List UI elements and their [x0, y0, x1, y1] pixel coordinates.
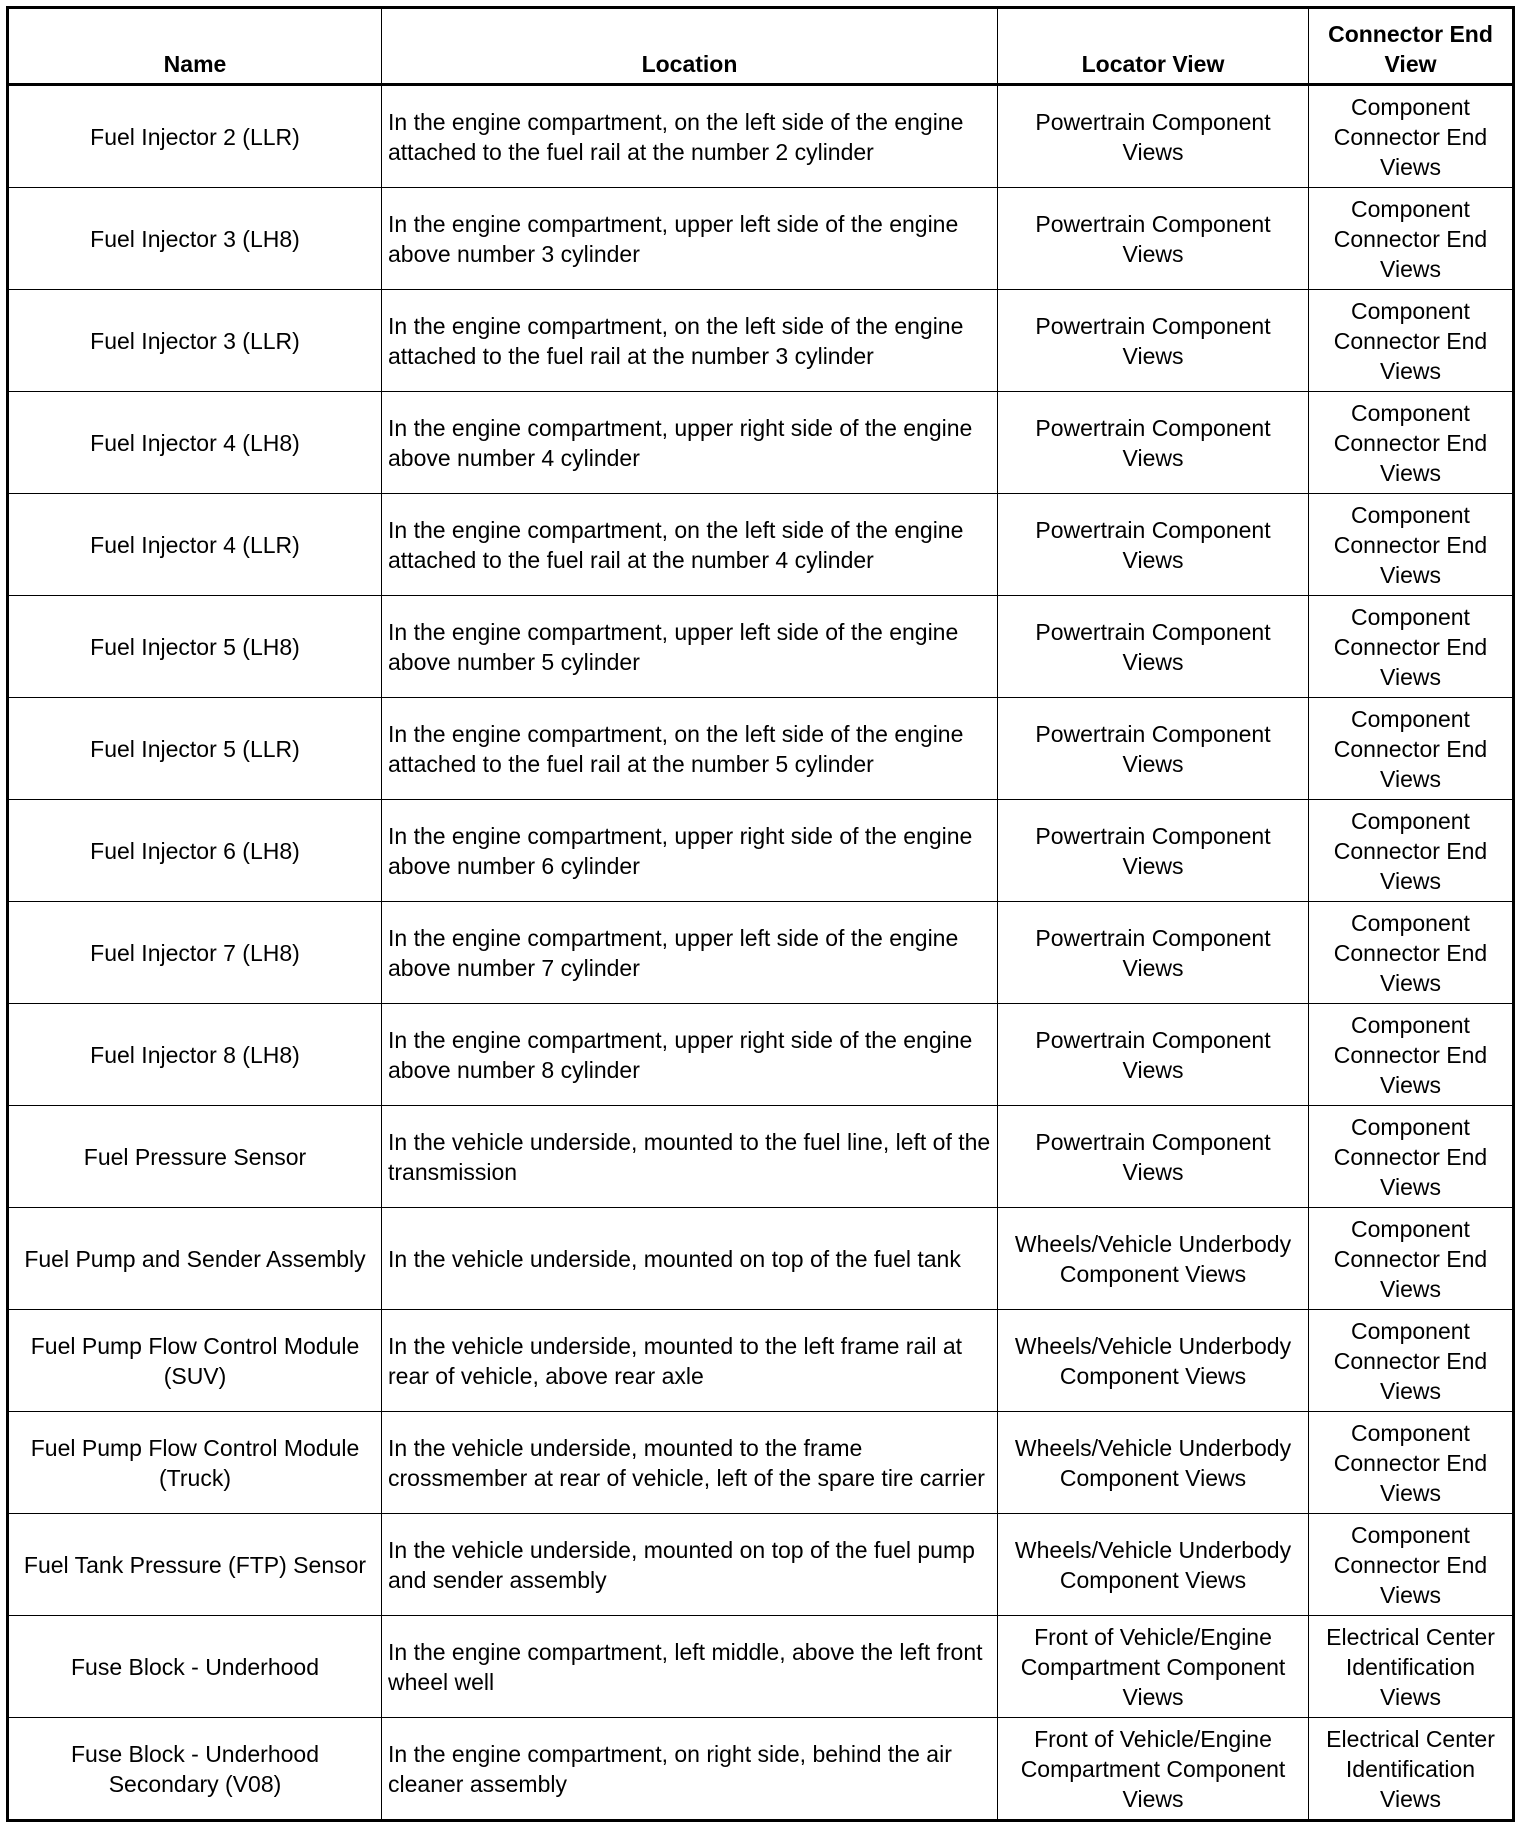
name-cell: Fuel Pressure Sensor [8, 1106, 382, 1208]
location-cell: In the engine compartment, upper right side of the engine above number 4 cylinder [382, 392, 998, 494]
locator-view-cell: Wheels/Vehicle Underbody Component Views [998, 1412, 1309, 1514]
name-cell: Fuse Block - Underhood [8, 1616, 382, 1718]
locator-view-cell: Powertrain Component Views [998, 800, 1309, 902]
table-row [8, 1004, 1514, 1106]
name-cell: Fuel Pump Flow Control Module (Truck) [8, 1412, 382, 1514]
connector-end-view-cell: Component Connector End Views [1309, 392, 1514, 494]
name-cell: Fuel Injector 8 (LH8) [8, 1004, 382, 1106]
table-row [8, 1106, 1514, 1208]
table-row [8, 800, 1514, 902]
connector-end-view-cell: Component Connector End Views [1309, 800, 1514, 902]
name-cell: Fuel Tank Pressure (FTP) Sensor [8, 1514, 382, 1616]
connector-end-view-cell: Electrical Center Identification Views [1309, 1616, 1514, 1718]
locator-view-cell: Powertrain Component Views [998, 188, 1309, 290]
name-cell: Fuel Pump and Sender Assembly [8, 1208, 382, 1310]
connector-end-view-cell: Component Connector End Views [1309, 596, 1514, 698]
name-cell: Fuel Injector 3 (LLR) [8, 290, 382, 392]
header-row [8, 8, 1514, 85]
location-cell: In the engine compartment, on the left side of the engine attached to the fuel rail at the number 5 cylinder [382, 698, 998, 800]
table-row [8, 698, 1514, 800]
locator-view-cell: Powertrain Component Views [998, 494, 1309, 596]
location-cell: In the engine compartment, upper left side of the engine above number 5 cylinder [382, 596, 998, 698]
location-cell: In the vehicle underside, mounted on top of the fuel tank [382, 1208, 998, 1310]
locator-view-cell: Front of Vehicle/Engine Compartment Component Views [998, 1718, 1309, 1821]
connector-end-view-cell: Component Connector End Views [1309, 1106, 1514, 1208]
table-row [8, 1412, 1514, 1514]
location-cell: In the vehicle underside, mounted to the fuel line, left of the transmission [382, 1106, 998, 1208]
name-cell: Fuel Injector 2 (LLR) [8, 85, 382, 188]
name-cell: Fuse Block - Underhood Secondary (V08) [8, 1718, 382, 1821]
location-cell: In the engine compartment, left middle, above the left front wheel well [382, 1616, 998, 1718]
location-cell: In the engine compartment, upper right side of the engine above number 8 cylinder [382, 1004, 998, 1106]
connector-end-view-cell: Component Connector End Views [1309, 698, 1514, 800]
table-row [8, 902, 1514, 1004]
connector-end-view-cell: Component Connector End Views [1309, 85, 1514, 188]
connector-end-view-cell: Component Connector End Views [1309, 1208, 1514, 1310]
locator-view-cell: Powertrain Component Views [998, 85, 1309, 188]
table-row [8, 596, 1514, 698]
location-cell: In the engine compartment, on the left side of the engine attached to the fuel rail at the number 2 cylinder [382, 85, 998, 188]
table-row [8, 290, 1514, 392]
table-row [8, 1310, 1514, 1412]
locator-view-cell: Powertrain Component Views [998, 596, 1309, 698]
locator-view-cell: Front of Vehicle/Engine Compartment Component Views [998, 1616, 1309, 1718]
locator-view-cell: Wheels/Vehicle Underbody Component Views [998, 1310, 1309, 1412]
name-cell: Fuel Injector 4 (LH8) [8, 392, 382, 494]
connector-end-view-cell: Component Connector End Views [1309, 1310, 1514, 1412]
table-row [8, 1616, 1514, 1718]
connector-end-view-cell: Component Connector End Views [1309, 1412, 1514, 1514]
table-row [8, 392, 1514, 494]
name-cell: Fuel Injector 5 (LH8) [8, 596, 382, 698]
name-cell: Fuel Injector 6 (LH8) [8, 800, 382, 902]
locator-view-cell: Powertrain Component Views [998, 1106, 1309, 1208]
locator-view-cell: Powertrain Component Views [998, 290, 1309, 392]
connector-end-view-cell: Component Connector End Views [1309, 1514, 1514, 1616]
table-row [8, 188, 1514, 290]
connector-end-view-cell: Electrical Center Identification Views [1309, 1718, 1514, 1821]
location-cell: In the vehicle underside, mounted on top of the fuel pump and sender assembly [382, 1514, 998, 1616]
header-locator-view: Locator View [998, 8, 1309, 85]
location-cell: In the vehicle underside, mounted to the left frame rail at rear of vehicle, above rear axle [382, 1310, 998, 1412]
name-cell: Fuel Injector 7 (LH8) [8, 902, 382, 1004]
location-cell: In the engine compartment, on the left side of the engine attached to the fuel rail at the number 3 cylinder [382, 290, 998, 392]
name-cell: Fuel Injector 4 (LLR) [8, 494, 382, 596]
table-row [8, 1208, 1514, 1310]
table-row [8, 494, 1514, 596]
table-row [8, 1718, 1514, 1821]
header-location: Location [382, 8, 998, 85]
table-row [8, 1514, 1514, 1616]
connector-end-view-cell: Component Connector End Views [1309, 188, 1514, 290]
location-cell: In the engine compartment, upper left side of the engine above number 7 cylinder [382, 902, 998, 1004]
connector-end-view-cell: Component Connector End Views [1309, 290, 1514, 392]
location-cell: In the vehicle underside, mounted to the frame crossmember at rear of vehicle, left of the spare tire carrier [382, 1412, 998, 1514]
connector-end-view-cell: Component Connector End Views [1309, 1004, 1514, 1106]
locator-view-cell: Powertrain Component Views [998, 902, 1309, 1004]
location-cell: In the engine compartment, upper right side of the engine above number 6 cylinder [382, 800, 998, 902]
connector-end-view-cell: Component Connector End Views [1309, 494, 1514, 596]
table-row [8, 85, 1514, 188]
location-cell: In the engine compartment, on the left side of the engine attached to the fuel rail at the number 4 cylinder [382, 494, 998, 596]
header-name: Name [8, 8, 382, 85]
locator-view-cell: Wheels/Vehicle Underbody Component Views [998, 1208, 1309, 1310]
location-cell: In the engine compartment, on right side, behind the air cleaner assembly [382, 1718, 998, 1821]
header-connector-end-view: Connector End View [1309, 8, 1514, 85]
name-cell: Fuel Pump Flow Control Module (SUV) [8, 1310, 382, 1412]
name-cell: Fuel Injector 3 (LH8) [8, 188, 382, 290]
locator-view-cell: Powertrain Component Views [998, 1004, 1309, 1106]
component-locator-table [6, 6, 1515, 1822]
name-cell: Fuel Injector 5 (LLR) [8, 698, 382, 800]
location-cell: In the engine compartment, upper left side of the engine above number 3 cylinder [382, 188, 998, 290]
locator-view-cell: Powertrain Component Views [998, 698, 1309, 800]
locator-view-cell: Powertrain Component Views [998, 392, 1309, 494]
connector-end-view-cell: Component Connector End Views [1309, 902, 1514, 1004]
locator-view-cell: Wheels/Vehicle Underbody Component Views [998, 1514, 1309, 1616]
